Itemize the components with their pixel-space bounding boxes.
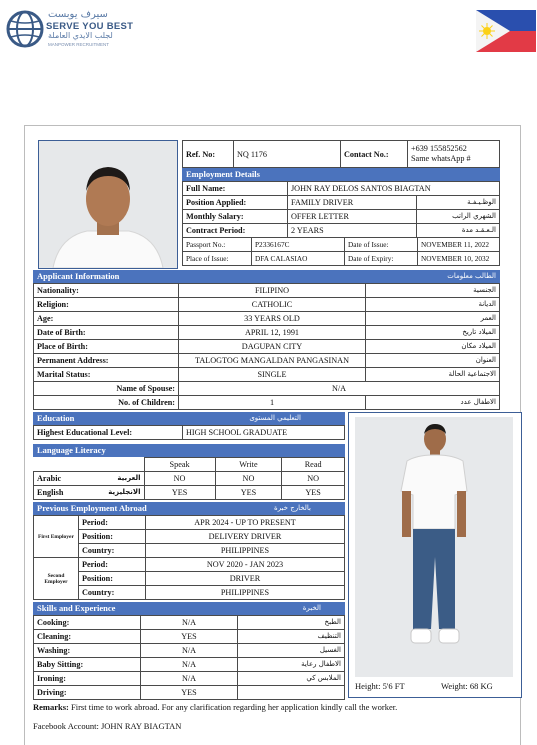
english-write: YES (215, 486, 282, 500)
table-row (34, 298, 500, 312)
skills-table (33, 615, 345, 700)
employer-period-value: APR 2024 - UP TO PRESENT (146, 516, 345, 530)
remarks-label: Remarks: (33, 702, 69, 712)
employment-header (182, 168, 500, 181)
salary-ar: الشهري الراتب (417, 210, 500, 224)
salary-value: OFFER LETTER (288, 210, 417, 224)
ref-value: NQ 1176 (234, 141, 341, 168)
arabic-speak: NO (144, 472, 215, 486)
contract-label: Contract Period: (183, 224, 288, 238)
full-name-label: Full Name: (183, 182, 288, 196)
position-ar: الوظـيـفـة (417, 196, 500, 210)
table-row (183, 238, 500, 252)
applicant-field-ar: الميلاد تاريخ (366, 326, 500, 340)
philippines-flag-icon (476, 10, 536, 52)
skill-ar: الغسيل (238, 644, 345, 658)
table-row (34, 516, 345, 530)
full-body-image (355, 417, 513, 677)
employer-period-label: Period: (79, 558, 146, 572)
remarks-text: First time to work abroad. For any clarification regarding her application kindly call the worker. (71, 702, 398, 712)
employer-position-value: DELIVERY DRIVER (146, 530, 345, 544)
applicant-field-label: Permanent Address: (34, 354, 179, 368)
skill-label: Ironing: (34, 672, 141, 686)
applicant-field-ar: الاجتماعية الحالة (366, 368, 500, 382)
applicant-field-value: TALOGTOG MANGALDAN PANGASINAN (179, 354, 366, 368)
employer-position-label: Position: (79, 572, 146, 586)
applicant-field-ar: العنوان (366, 354, 500, 368)
table-row (34, 354, 500, 368)
applicant-title-ar: الطالب معلومات (447, 272, 496, 280)
table-row (34, 486, 345, 500)
skill-value: YES (141, 686, 238, 700)
globe-icon (6, 10, 44, 48)
applicant-field-label: Age: (34, 312, 179, 326)
language-corner (34, 458, 145, 472)
skill-ar: الملابس كي (238, 672, 345, 686)
passport-label: Passport No.: (183, 238, 252, 252)
applicant-portrait (38, 140, 178, 269)
table-row (34, 672, 345, 686)
english-speak: YES (144, 486, 215, 500)
education-value: HIGH SCHOOL GRADUATE (183, 426, 345, 440)
education-title: Education (37, 413, 75, 423)
contract-value: 2 YEARS (288, 224, 417, 238)
employer-country-label: Country: (79, 586, 146, 600)
table-row (34, 326, 500, 340)
applicant-field-ar: الجنسية (366, 284, 500, 298)
applicant-field-value: 33 YEARS OLD (179, 312, 366, 326)
table-row (34, 472, 345, 486)
logo-arabic-sub: لجلب الايدي العاملة (48, 31, 113, 40)
read-header: Read (282, 458, 345, 472)
arabic-ar: العربية (117, 474, 141, 482)
english-read: YES (282, 486, 345, 500)
skill-value: N/A (141, 644, 238, 658)
skill-ar: الاطفال رعاية (238, 658, 345, 672)
skill-label: Driving: (34, 686, 141, 700)
table-row (34, 340, 500, 354)
skill-value: YES (141, 630, 238, 644)
arabic-read: NO (282, 472, 345, 486)
spouse-label: Name of Spouse: (34, 382, 179, 396)
ref-label: Ref. No: (183, 141, 234, 168)
skill-label: Washing: (34, 644, 141, 658)
employer-name: First Employer (34, 516, 79, 558)
passport-value: P2336167C (252, 238, 345, 252)
table-row (34, 382, 500, 396)
standing-figure (355, 417, 513, 677)
skills-header (33, 602, 345, 615)
applicant-field-value: SINGLE (179, 368, 366, 382)
company-logo (4, 6, 154, 50)
applicant-field-label: Place of Birth: (34, 340, 179, 354)
applicant-field-value: FILIPINO (179, 284, 366, 298)
applicant-field-label: Marital Status: (34, 368, 179, 382)
employer-period-value: NOV 2020 - JAN 2023 (146, 558, 345, 572)
weight-text: Weight: 68 KG (441, 681, 493, 691)
table-row (34, 312, 500, 326)
education-table (33, 425, 345, 440)
skill-value: N/A (141, 672, 238, 686)
logo-english: SERVE YOU BEST (46, 21, 134, 32)
facebook-account: Facebook Account: JOHN RAY BIAGTAN (33, 721, 182, 731)
contract-ar: الـعـقـد مدة (417, 224, 500, 238)
expiry-date-label: Date of Expiry: (345, 252, 418, 266)
table-row (183, 224, 500, 238)
table-row (183, 210, 500, 224)
employer-period-label: Period: (79, 516, 146, 530)
issue-date-label: Date of Issue: (345, 238, 418, 252)
contact-note: Same whatsApp # (411, 154, 471, 163)
skill-ar (238, 686, 345, 700)
skill-label: Baby Sitting: (34, 658, 141, 672)
education-title-ar: التعليمي المستوى (249, 414, 301, 422)
children-label: No. of Children: (34, 396, 179, 410)
employment-table (182, 181, 500, 238)
english-label: English (37, 488, 64, 497)
education-label: Highest Educational Level: (34, 426, 183, 440)
skill-label: Cleaning: (34, 630, 141, 644)
table-row (183, 182, 500, 196)
portrait-image (39, 141, 177, 268)
applicant-title: Applicant Information (37, 271, 120, 281)
applicant-field-label: Nationality: (34, 284, 179, 298)
place-issue-label: Place of Issue: (183, 252, 252, 266)
logo-arabic: سيرف يوبست (48, 9, 108, 20)
remarks (33, 702, 513, 712)
english-cell (34, 486, 145, 500)
skill-ar: التنظيف (238, 630, 345, 644)
applicant-field-value: CATHOLIC (179, 298, 366, 312)
ref-contact-table (182, 140, 500, 168)
salary-label: Monthly Salary: (183, 210, 288, 224)
previous-table (33, 515, 345, 600)
previous-header (33, 502, 345, 515)
table-row (34, 544, 345, 558)
skill-label: Cooking: (34, 616, 141, 630)
table-row (34, 396, 500, 410)
skill-value: N/A (141, 616, 238, 630)
applicant-field-value: DAGUPAN CITY (179, 340, 366, 354)
applicant-header (33, 270, 500, 283)
applicant-field-value: APRIL 12, 1991 (179, 326, 366, 340)
applicant-field-ar: العمر (366, 312, 500, 326)
passport-table (182, 237, 500, 266)
table-row (183, 196, 500, 210)
english-ar: الانجليزية (108, 488, 141, 496)
applicant-field-label: Date of Birth: (34, 326, 179, 340)
applicant-field-ar: الديانة (366, 298, 500, 312)
employer-position-label: Position: (79, 530, 146, 544)
applicant-field-label: Religion: (34, 298, 179, 312)
table-row (34, 686, 345, 700)
applicant-table (33, 283, 500, 410)
arabic-label: Arabic (37, 474, 62, 483)
table-row (34, 658, 345, 672)
arabic-cell (34, 472, 145, 486)
table-row (34, 530, 345, 544)
employment-title: Employment Details (186, 169, 260, 179)
previous-title: Previous Employment Abroad (37, 503, 147, 513)
contact-cell (408, 141, 500, 168)
full-body-photo (348, 412, 522, 698)
education-header (33, 412, 345, 425)
contact-value: +639 155852562 (411, 144, 467, 153)
position-label: Position Applied: (183, 196, 288, 210)
employer-name: Second Employer (34, 558, 79, 600)
skills-title: Skills and Experience (37, 603, 116, 613)
table-row (34, 558, 345, 572)
employer-position-value: DRIVER (146, 572, 345, 586)
contact-label: Contact No.: (341, 141, 408, 168)
table-row (34, 368, 500, 382)
skills-title-ar: الخبرة (302, 604, 321, 612)
table-row (34, 630, 345, 644)
employer-country-label: Country: (79, 544, 146, 558)
table-row (34, 572, 345, 586)
language-header (33, 444, 345, 457)
skill-value: N/A (141, 658, 238, 672)
children-value: 1 (179, 396, 366, 410)
table-row (34, 426, 345, 440)
table-row (34, 458, 345, 472)
employer-country-value: PHILIPPINES (146, 586, 345, 600)
table-row (34, 284, 500, 298)
issue-date-value: NOVEMBER 11, 2022 (418, 238, 500, 252)
table-row (34, 644, 345, 658)
speak-header: Speak (144, 458, 215, 472)
full-name-value: JOHN RAY DELOS SANTOS BIAGTAN (288, 182, 500, 196)
position-value: FAMILY DRIVER (288, 196, 417, 210)
height-text: Height: 5'6 FT (355, 681, 405, 691)
arabic-write: NO (215, 472, 282, 486)
children-ar: الاطفال عدد (366, 396, 500, 410)
place-issue-value: DFA CALASIAO (252, 252, 345, 266)
spouse-value: N/A (179, 382, 500, 396)
table-row (34, 586, 345, 600)
employer-country-value: PHILIPPINES (146, 544, 345, 558)
previous-title-ar: بالخارج خبرة (274, 504, 311, 512)
table-row (183, 252, 500, 266)
language-table (33, 457, 345, 500)
language-title: Language Literacy (37, 445, 106, 455)
write-header: Write (215, 458, 282, 472)
skill-ar: الطبخ (238, 616, 345, 630)
logo-sub: MANPOWER RECRUITMENT (48, 42, 109, 47)
table-row (34, 616, 345, 630)
expiry-date-value: NOVEMBER 10, 2032 (418, 252, 500, 266)
applicant-field-ar: الميلاد مكان (366, 340, 500, 354)
